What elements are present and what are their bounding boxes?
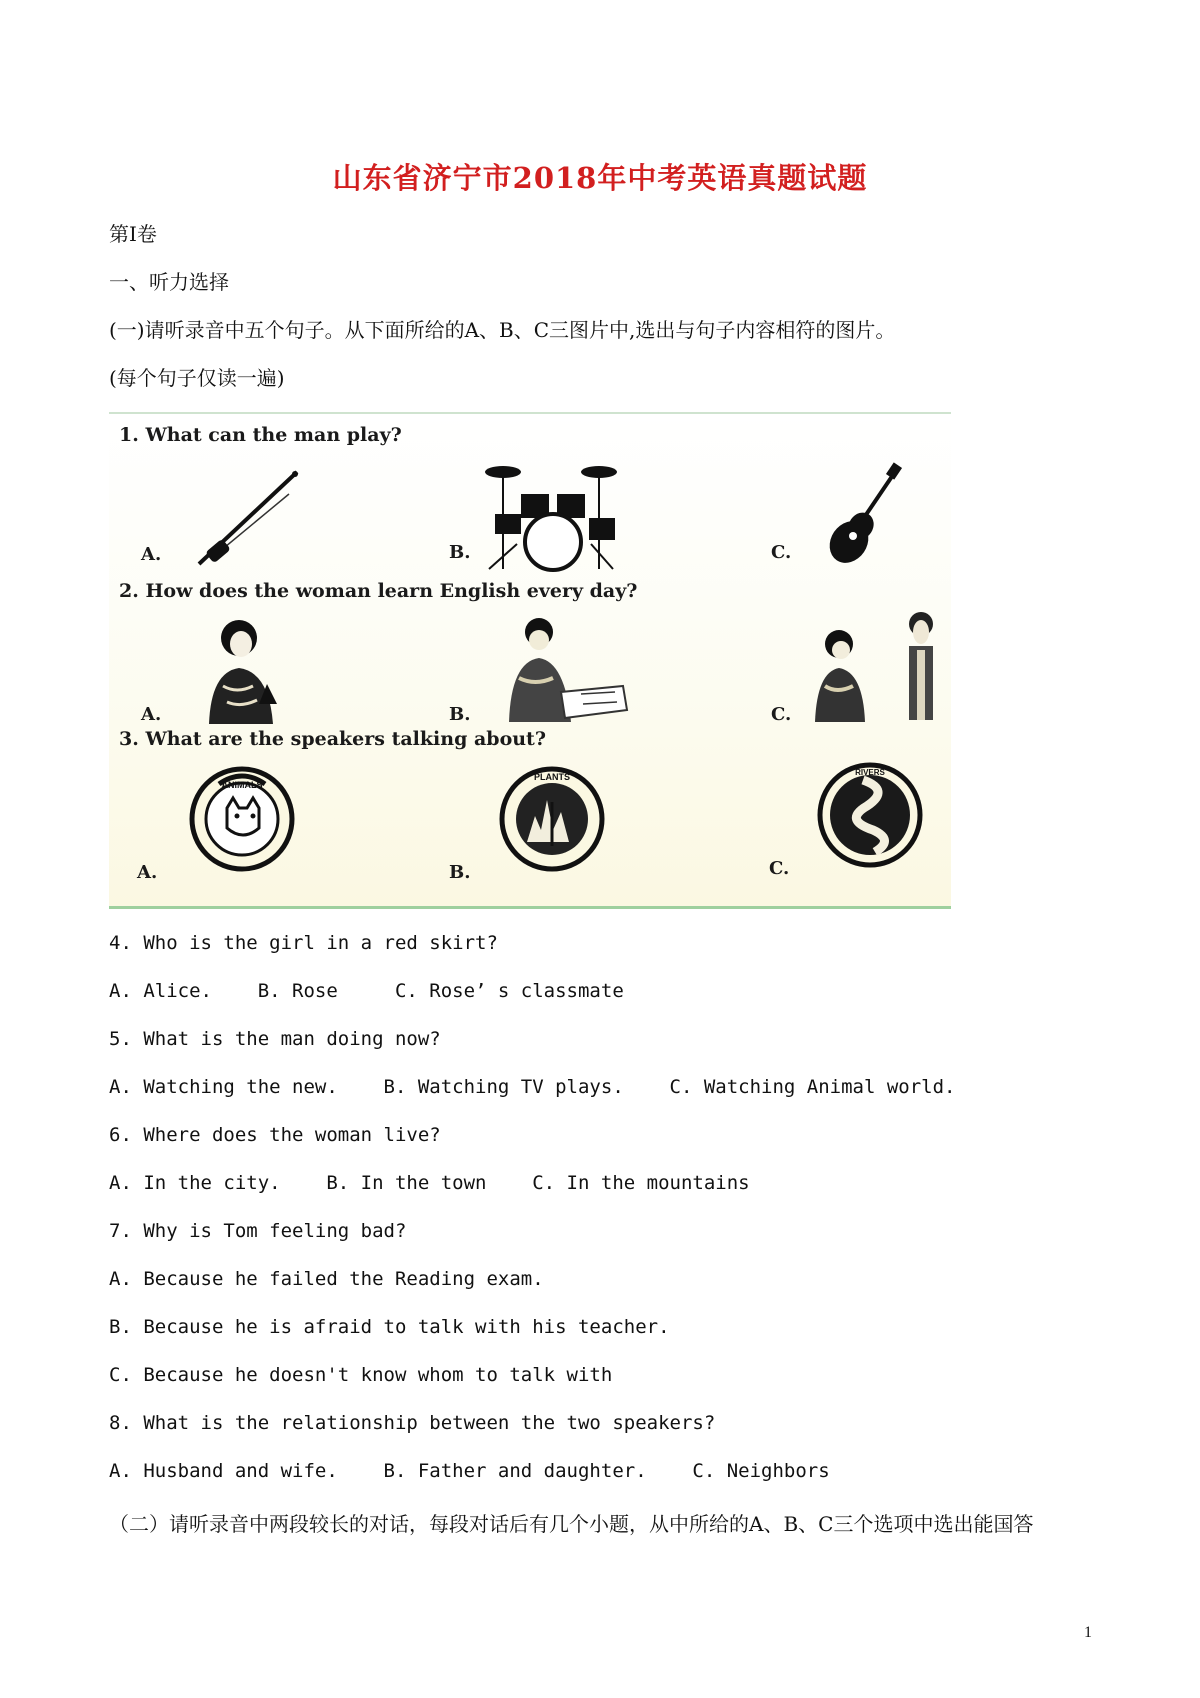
question-8-options: A. Husband and wife. B. Father and daughter. C. Neighbors [109,1460,830,1482]
q3-option-c-label: C. [769,858,790,879]
question-4-options: A. Alice. B. Rose C. Rose’ s classmate [109,980,624,1002]
q2-option-b-label: B. [449,704,471,725]
erhu-icon [189,464,309,574]
plants-logo-text: PLANTS [534,772,570,782]
woman-reading-icon [501,614,631,726]
q3-option-b-label: B. [449,862,471,883]
question-6-options: A. In the city. B. In the town C. In the mountains [109,1172,750,1194]
page-title: 山东省济宁市2018年中考英语真题试题 [332,161,868,195]
q1-option-c-label: C. [771,542,792,563]
part1-instruction: (一)请听录音中五个句子。从下面所给的A、B、C三图片中,选出与句子内容相符的图片。 [109,318,896,342]
question-4: 4. Who is the girl in a red skirt? [109,932,498,954]
q2-option-a-label: A. [141,704,162,725]
q3-option-a-label: A. [137,862,158,883]
animals-logo-text: ANIMALS [221,780,263,790]
question-7-option-c: C. Because he doesn't know whom to talk with [109,1364,613,1386]
part2-instruction: （二）请听录音中两段较长的对话，每段对话后有几个小题，从中所给的A、B、C三个选项中选出能国答 [109,1512,1034,1536]
picture-questions-figure [109,412,951,909]
part1-note: (每个句子仅读一遍) [109,366,285,390]
animals-logo-icon [187,764,297,874]
drum-kit-icon [481,454,631,574]
section-volume: 第Ⅰ卷 [109,222,157,246]
guitar-icon [821,462,911,572]
rivers-logo-icon [815,760,925,870]
question-6: 6. Where does the woman live? [109,1124,441,1146]
question-8: 8. What is the relationship between the two speakers? [109,1412,716,1434]
q1-option-a-label: A. [141,544,162,565]
page-number: 1 [1084,1624,1092,1641]
q2-option-c-label: C. [771,704,792,725]
question-7-option-b: B. Because he is afraid to talk with his teacher. [109,1316,670,1338]
question-5: 5. What is the man doing now? [109,1028,441,1050]
plants-logo-icon [497,764,607,874]
rivers-logo-text: RIVERS [855,768,885,777]
section-heading: 一、听力选择 [109,270,229,294]
question-7-option-a: A. Because he failed the Reading exam. [109,1268,544,1290]
figure-question-3: 3. What are the speakers talking about? [119,728,546,750]
figure-question-1: 1. What can the man play? [119,424,402,446]
q1-option-b-label: B. [449,542,471,563]
question-7: 7. Why is Tom feeling bad? [109,1220,407,1242]
two-people-talking-icon [809,610,949,726]
woman-listening-icon [197,616,287,726]
question-5-options: A. Watching the new. B. Watching TV plays. C. Watching Animal world. [109,1076,956,1098]
figure-question-2: 2. How does the woman learn English every day? [119,580,638,602]
